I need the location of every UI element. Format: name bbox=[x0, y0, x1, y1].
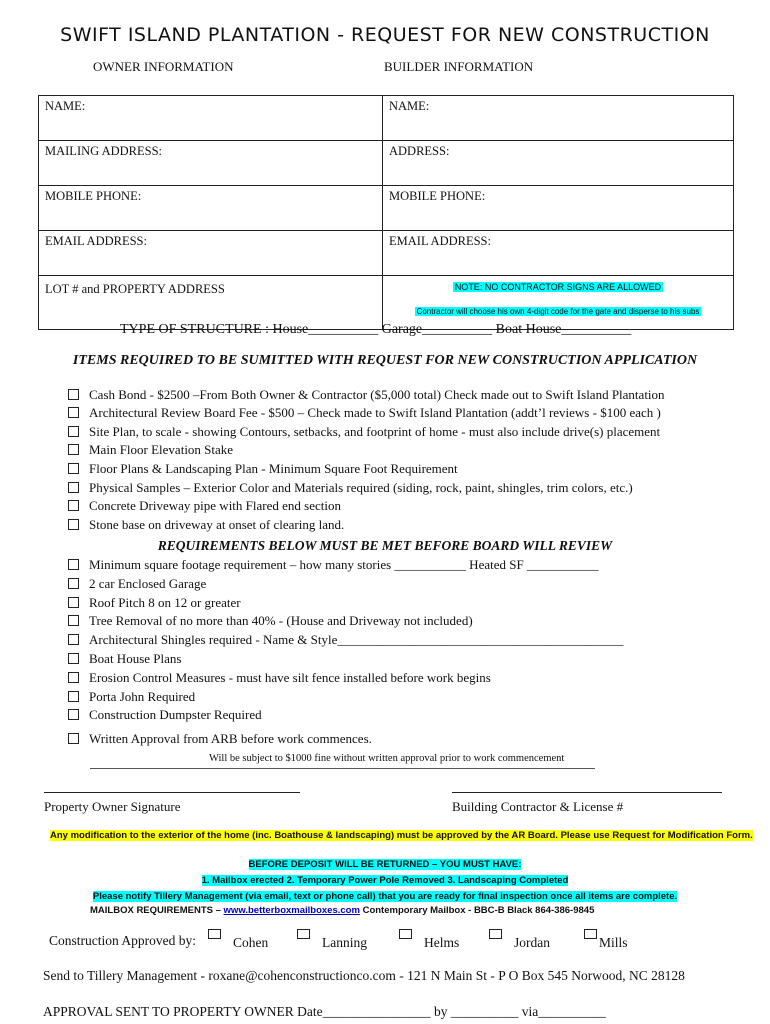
list-item bbox=[68, 405, 661, 421]
list-item-text: Cash Bond - $2500 –From Both Owner & Contractor ($5,000 total) Check made out to Swift Island Plantation bbox=[89, 387, 665, 402]
owner-signature-label: Property Owner Signature bbox=[44, 799, 181, 814]
list-item bbox=[68, 498, 341, 514]
list-item bbox=[68, 595, 241, 611]
section1-heading: ITEMS REQUIRED TO BE SUMITTED WITH REQUEST FOR NEW CONSTRUCTION APPLICATION bbox=[72, 353, 698, 368]
no-contractor-signs-note: NOTE: NO CONTRACTOR SIGNS ARE ALLOWED bbox=[454, 282, 662, 292]
deposit-notify: Please notify Tillery Management (via email, text or phone call) that you are ready for final inspection once all items are complete. bbox=[92, 891, 678, 902]
list-item bbox=[68, 576, 206, 592]
list-item-text: Boat House Plans bbox=[89, 651, 182, 666]
lot-property-address-field[interactable]: LOT # and PROPERTY ADDRESS bbox=[39, 276, 383, 330]
list-item bbox=[68, 557, 598, 573]
deposit-items: 1. Mailbox erected 2. Temporary Power Pole Removed 3. Landscaping Completed bbox=[201, 875, 569, 886]
checkbox[interactable] bbox=[68, 733, 79, 744]
list-item-text: Concrete Driveway pipe with Flared end section bbox=[89, 498, 341, 513]
checkbox[interactable] bbox=[68, 634, 79, 645]
deposit-heading: BEFORE DEPOSIT WILL BE RETURNED – YOU MUST HAVE: bbox=[248, 859, 522, 870]
builder-name-field[interactable]: NAME: bbox=[383, 96, 734, 141]
send-to-line: Send to Tillery Management - roxane@cohenconstructionco.com - 121 N Main St - P O Box 545 Norwood, NC 28128 bbox=[43, 968, 685, 983]
modification-note: Any modification to the exterior of the home (inc. Boathouse & landscaping) must be approved by the AR Board. Please use Request for Modification Form. bbox=[50, 830, 753, 841]
list-item bbox=[68, 480, 633, 496]
gate-code-note: Contractor will choose his own 4-digit code for the gate and disperse to his subs bbox=[416, 307, 700, 316]
mailbox-link[interactable]: www.betterboxmailboxes.com bbox=[223, 905, 360, 916]
list-item bbox=[68, 670, 491, 686]
checkbox[interactable] bbox=[68, 653, 79, 664]
list-item bbox=[68, 442, 233, 458]
owner-name-field[interactable]: NAME: bbox=[39, 96, 383, 141]
approver-name: Cohen bbox=[233, 935, 269, 950]
checkbox[interactable] bbox=[68, 519, 79, 530]
deposit-block bbox=[0, 855, 770, 903]
list-item-text: Floor Plans & Landscaping Plan - Minimum Square Foot Requirement bbox=[89, 461, 458, 476]
checkbox[interactable] bbox=[68, 463, 79, 474]
list-item-text: Erosion Control Measures - must have silt fence installed before work begins bbox=[89, 670, 491, 685]
checkbox[interactable] bbox=[68, 672, 79, 683]
approver-3 bbox=[489, 929, 550, 950]
owner-mailing-address-field[interactable]: MAILING ADDRESS: bbox=[39, 141, 383, 186]
list-item-text: Main Floor Elevation Stake bbox=[89, 442, 234, 457]
list-item-text: Construction Dumpster Required bbox=[89, 707, 262, 722]
approver-name: Mills bbox=[599, 935, 628, 950]
list-item bbox=[68, 461, 458, 477]
approver-name: Helms bbox=[424, 935, 460, 950]
page-title: SWIFT ISLAND PLANTATION - REQUEST FOR NEW CONSTRUCTION bbox=[60, 24, 710, 46]
checkbox[interactable] bbox=[68, 691, 79, 702]
list-item-text: Written Approval from ARB before work commences. bbox=[89, 731, 372, 746]
builder-mobile-phone-field[interactable]: MOBILE PHONE: bbox=[383, 186, 734, 231]
table-row bbox=[39, 231, 734, 276]
approval-sent-line: APPROVAL SENT TO PROPERTY OWNER Date________________ by __________ via__________ bbox=[43, 1004, 606, 1019]
list-item bbox=[68, 707, 262, 723]
checkbox[interactable] bbox=[68, 578, 79, 589]
approver-4 bbox=[584, 929, 628, 950]
builder-address-field[interactable]: ADDRESS: bbox=[383, 141, 734, 186]
approver-checkbox[interactable] bbox=[399, 929, 412, 939]
approver-name: Lanning bbox=[322, 935, 367, 950]
list-item-text: Porta John Required bbox=[89, 689, 196, 704]
approver-checkbox[interactable] bbox=[208, 929, 221, 939]
fine-note: Will be subject to $1000 fine without written approval prior to work commencement bbox=[209, 753, 565, 764]
structure-type-line: TYPE OF STRUCTURE : House__________ Garage__________ Boat House__________ bbox=[120, 322, 632, 337]
contractor-signature-label: Building Contractor & License # bbox=[452, 799, 624, 814]
checkbox[interactable] bbox=[68, 444, 79, 455]
table-row bbox=[39, 96, 734, 141]
checkbox[interactable] bbox=[68, 426, 79, 437]
list-item bbox=[68, 613, 473, 629]
fine-note-divider bbox=[90, 768, 595, 769]
list-item-text: Architectural Review Board Fee - $500 – Check made to Swift Island Plantation (addt’l reviews - $100 each ) bbox=[89, 405, 661, 420]
list-item bbox=[68, 424, 660, 440]
checkbox[interactable] bbox=[68, 482, 79, 493]
list-item-text: Site Plan, to scale - showing Contours, setbacks, and footprint of home - must also include drive(s) placement bbox=[89, 424, 661, 439]
checkbox[interactable] bbox=[68, 559, 79, 570]
approver-2 bbox=[399, 929, 460, 950]
section2-heading: REQUIREMENTS BELOW MUST BE MET BEFORE BOARD WILL REVIEW bbox=[157, 538, 613, 553]
mailbox-prefix: MAILBOX REQUIREMENTS – bbox=[90, 905, 224, 916]
list-item-text: Minimum square footage requirement – how many stories ___________ Heated SF ___________ bbox=[89, 557, 599, 572]
owner-mobile-phone-field[interactable]: MOBILE PHONE: bbox=[39, 186, 383, 231]
list-item bbox=[68, 651, 181, 667]
table-row bbox=[39, 186, 734, 231]
mailbox-requirements bbox=[90, 905, 594, 916]
owner-email-field[interactable]: EMAIL ADDRESS: bbox=[39, 231, 383, 276]
checkbox[interactable] bbox=[68, 709, 79, 720]
list-item bbox=[68, 632, 623, 648]
approver-checkbox[interactable] bbox=[489, 929, 502, 939]
contractor-signature-line[interactable] bbox=[452, 792, 722, 793]
checkbox[interactable] bbox=[68, 615, 79, 626]
approver-0 bbox=[208, 929, 269, 950]
checkbox[interactable] bbox=[68, 500, 79, 511]
list-item-text: 2 car Enclosed Garage bbox=[89, 576, 207, 591]
builder-email-field[interactable]: EMAIL ADDRESS: bbox=[383, 231, 734, 276]
approval-label: Construction Approved by: bbox=[49, 933, 196, 948]
approver-1 bbox=[297, 929, 367, 950]
list-item-text: Stone base on driveway at onset of clearing land. bbox=[89, 517, 345, 532]
list-item-text: Physical Samples – Exterior Color and Materials required (siding, rock, paint, shingles, trim colors, etc.) bbox=[89, 480, 633, 495]
owner-signature-line[interactable] bbox=[44, 792, 300, 793]
owner-info-header: OWNER INFORMATION bbox=[93, 59, 234, 74]
approver-name: Jordan bbox=[514, 935, 550, 950]
checkbox[interactable] bbox=[68, 407, 79, 418]
checkbox[interactable] bbox=[68, 389, 79, 400]
list-item-text: Architectural Shingles required - Name & Style____________________________________________ bbox=[89, 632, 624, 647]
approver-checkbox[interactable] bbox=[297, 929, 310, 939]
checkbox[interactable] bbox=[68, 597, 79, 608]
list-item bbox=[68, 387, 665, 403]
list-item bbox=[68, 517, 344, 533]
builder-info-header: BUILDER INFORMATION bbox=[384, 59, 534, 74]
list-item bbox=[68, 689, 195, 705]
list-item-text: Roof Pitch 8 on 12 or greater bbox=[89, 595, 241, 610]
info-table bbox=[38, 95, 734, 330]
list-item-text: Tree Removal of no more than 40% - (House and Driveway not included) bbox=[89, 613, 473, 628]
list-item bbox=[68, 731, 372, 747]
table-row bbox=[39, 141, 734, 186]
approver-checkbox[interactable] bbox=[584, 929, 597, 939]
mailbox-suffix: Contemporary Mailbox - BBC-B Black 864-386-9845 bbox=[359, 905, 595, 916]
